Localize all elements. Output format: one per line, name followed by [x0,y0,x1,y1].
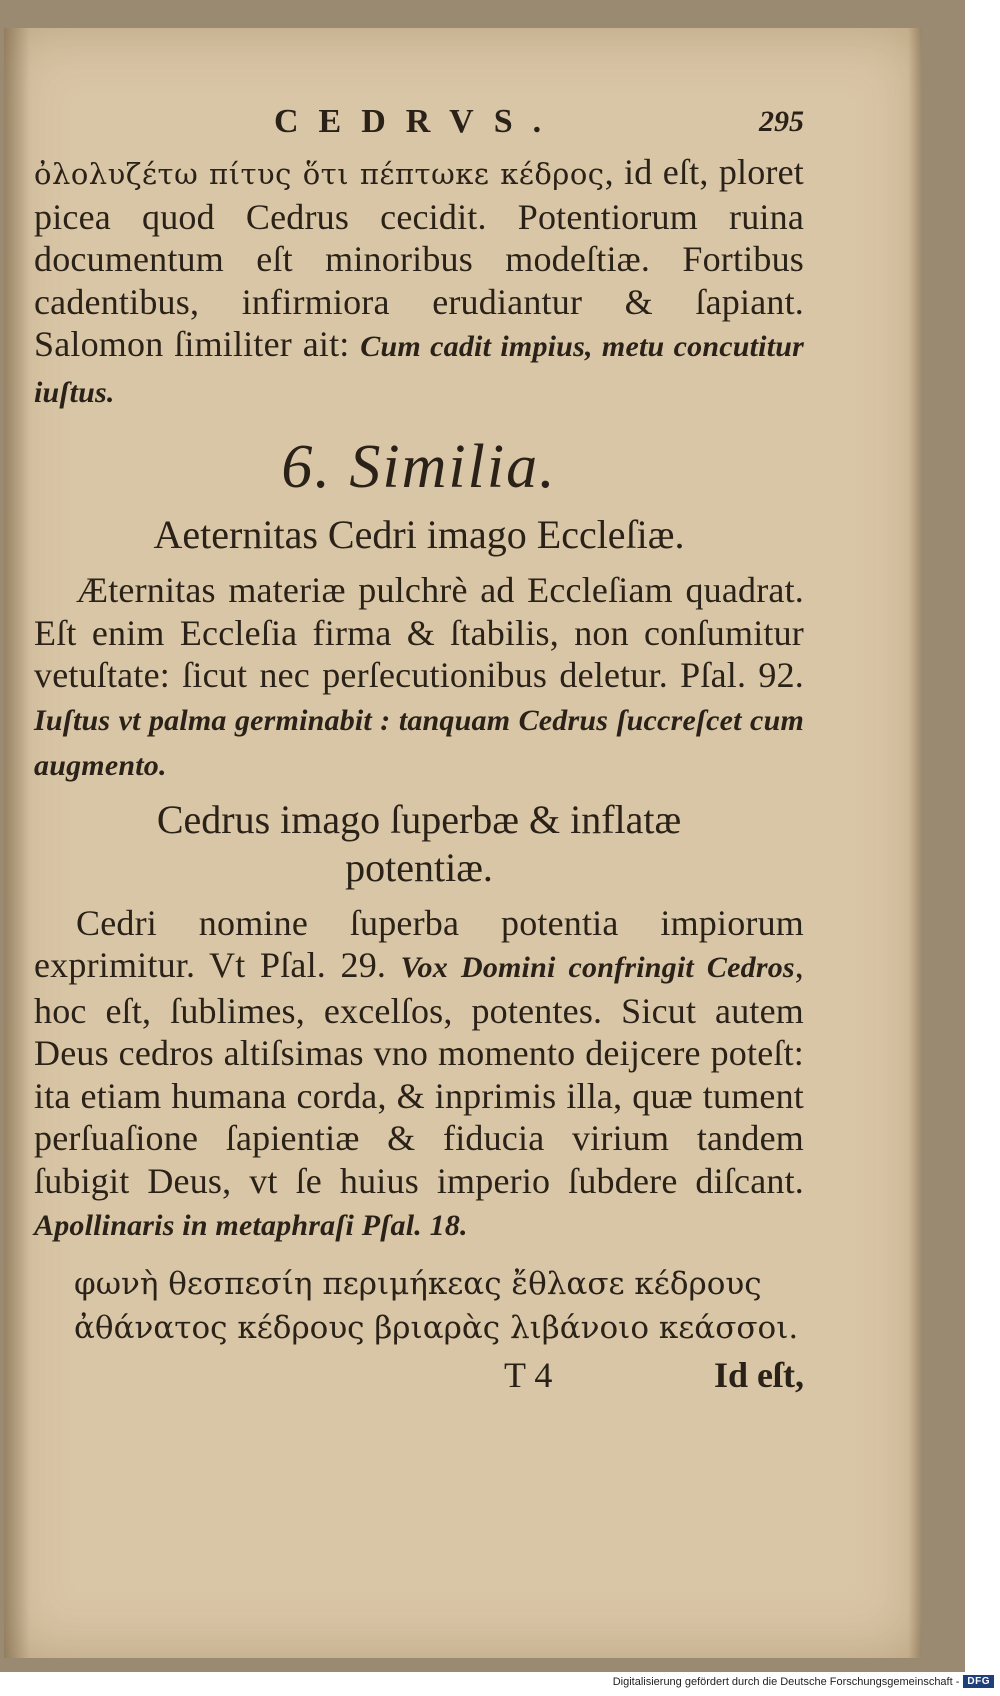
paragraph-2 [34,569,804,788]
signature-mark: T 4 [504,1354,553,1395]
running-title: CEDRVS. [274,103,562,140]
paragraph-3-italic-a: Vox Domini confringit Cedros [400,951,795,984]
greek-verse-line-2: ἀθάνατος κέδρους βριαρὰς λιβάνοιο κεάσσοι. [74,1309,799,1346]
greek-verse-line-1: φωνὴ θεσπεσίη περιμήκεας ἔθλασε κέδρους [74,1265,762,1302]
book-page [4,28,922,1658]
section-number: 6. [281,433,332,501]
gutter-shadow [4,28,30,1658]
paragraph-3-italic-b: Apollinaris in metaphraſi Pſal. 18. [34,1209,468,1242]
subheading-2: Cedrus imago ſuperbæ & inflatæ potentiæ. [156,796,682,890]
dfg-logo-icon: DFG [963,1675,994,1688]
subheading-1: Aeternitas Cedri imago Eccleſiæ. [153,512,685,557]
section-heading [34,432,804,503]
catchword: Id eſt, [714,1354,804,1395]
digitization-credit [613,1675,994,1688]
section-title: Similia. [349,433,557,501]
catchline [34,1354,804,1404]
paragraph-1-text: , id eſt, ploret picea quod Cedrus cecidit. Potentiorum ruina documentum eſt minoribus modeſtiæ. Fortibus cadentibus, infirmiora erudiantur & ſapiant. Salomon ſimiliter ait: [34,152,804,364]
paragraph-3-text-b: , hoc eſt, ſublimes, excelſos, potentes. Sicut autem Deus cedros altiſsimas vno momento deijcere poteſt: ita etiam humana corda, & inprimis illa, quæ tument perſuaſione ſapientiæ & fiducia virium tandem ſubigit Deus, vt ſe huius imperio ſubdere diſcant. [34,945,804,1201]
page-number: 295 [759,105,804,138]
text-block [34,103,804,1404]
paragraph-3-text-a: Cedri nomine ſuperba potentia impiorum exprimitur. Vt Pſal. 29. [34,902,804,985]
running-head [34,103,804,151]
page-edge-shadow [908,28,922,1658]
credit-text: Digitalisierung gefördert durch die Deutsche Forschungsgemeinschaft - [612,1675,960,1688]
paragraph-2-italic: Iuſtus vt palma germinabit : tanquam Cedrus ſuccreſcet cum augmento. [34,703,804,782]
paragraph-2-text: Æternitas materiæ pulchrè ad Eccleſiam quadrat. Eſt enim Eccleſia firma & ſtabilis, non conſumitur vetuſtate: ſicut nec perſecutionibus deletur. Pſal. 92. [34,570,804,695]
paragraph-1-italic: Cum cadit impius, metu concutitur iuſtus. [34,330,804,409]
greek-verse [34,1262,804,1350]
greek-quote: ὀλολυζέτω πίτυς ὅτι πέπτωκε κέδρος [34,157,605,191]
paragraph-3 [34,902,804,1248]
paragraph-1 [34,151,804,414]
